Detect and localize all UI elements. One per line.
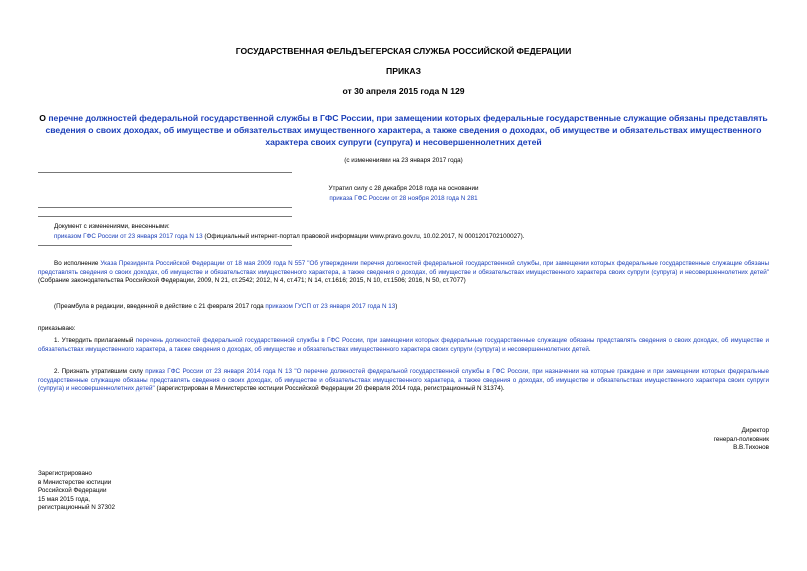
item2-order-link[interactable]: приказ ГФС России от 23 января 2014 года N 13 "О перечне должностей федеральной государственной службы в ГФС России, при назначении на которые граждане и при замещении которых федеральные государственные служащие обязаны представлять сведения о своих доходах, об имуществе и обязательствах имущественного характера, а также сведения о доходах, об имуществе и обязательствах имущественного характера своих супруги (супруга) и несовершеннолетних детей" bbox=[38, 368, 769, 393]
preamble-decree-link[interactable]: Указа Президента Российской Федерации от 18 мая 2009 года N 557 "Об утверждении перечня должностей федеральной государственной службы, при замещении которых федеральные государственные служащие обязаны представлять сведения о своих доходах, об имуществе и обязательствах имущественного характера, а также сведения о доходах, об имуществе и обязательствах имущественного характера своих супруги (супруга) и несовершеннолетних детей" bbox=[38, 260, 769, 276]
title-prefix: О bbox=[39, 113, 49, 123]
amended-note: (с изменениями на 23 января 2017 года) bbox=[344, 157, 463, 164]
edit-note-start: (Преамбула в редакции, введенной в действие с 21 февраля 2017 года bbox=[54, 303, 266, 310]
registration-line: Российской Федерации bbox=[38, 487, 107, 495]
divider bbox=[38, 207, 292, 208]
title-link[interactable]: перечне должностей федеральной государственной службы в ГФС России, при замещении которых федеральные государственные служащие обязаны представлять сведения о своих доходах, об имуществе и обязательствах имущественного характера, а также сведения о доходах, об имуществе и обязательствах имущественного характера своих супруги (супруга) и несовершеннолетних детей bbox=[45, 113, 768, 147]
item2-end: (зарегистрирован в Министерстве юстиции Российской Федерации 20 февраля 2014 года, регистрационный N 31374). bbox=[154, 385, 505, 393]
preamble-end: (Собрание законодательства Российской Федерации, 2009, N 21, ст.2542; 2012, N 4, ст.471; N 14, ст.1616; 2015, N 10, ст.1506; 2016, N 50, ст.7077) bbox=[38, 277, 466, 285]
item1-start: 1. Утвердить прилагаемый bbox=[54, 337, 136, 344]
divider bbox=[38, 245, 292, 246]
signature-block bbox=[714, 427, 769, 453]
doc-title bbox=[28, 112, 779, 148]
signature-rank: генерал-полковник bbox=[713, 435, 769, 443]
order-word: приказываю: bbox=[38, 325, 76, 332]
divider bbox=[38, 216, 292, 217]
amend-line bbox=[54, 233, 774, 242]
registration-line: Зарегистрировано bbox=[38, 470, 92, 477]
doc-date-number: от 30 апреля 2015 года N 129 bbox=[342, 86, 465, 96]
edit-note-link[interactable]: приказом ГУСП от 23 января 2017 года N 13 bbox=[265, 303, 396, 310]
item2-start: 2. Признать утратившим силу bbox=[54, 368, 146, 375]
order-item-1 bbox=[38, 337, 769, 354]
registration-number: регистрационный N 37302 bbox=[38, 504, 116, 512]
amend-rest: (Официальный интернет-портал правовой информации www.pravo.gov.ru, 10.02.2017, N 0001201702100027). bbox=[202, 233, 525, 240]
item1-end: . bbox=[588, 345, 591, 353]
lost-force-link[interactable]: приказа ГФС России от 28 ноября 2018 года N 281 bbox=[329, 195, 478, 202]
registration-block bbox=[38, 470, 115, 513]
amend-label: Документ с изменениями, внесенными: bbox=[54, 223, 170, 230]
amend-link[interactable]: приказом ГФС России от 23 января 2017 года N 13 bbox=[54, 233, 203, 240]
order-item-2 bbox=[38, 368, 769, 394]
preamble-paragraph bbox=[38, 260, 769, 286]
registration-date: 15 мая 2015 года, bbox=[38, 495, 90, 503]
preamble-edit-note bbox=[54, 303, 769, 312]
doc-type: ПРИКАЗ bbox=[386, 66, 421, 76]
preamble-start: Во исполнение bbox=[54, 260, 101, 267]
edit-note-end: ) bbox=[395, 303, 398, 310]
agency-name: ГОСУДАРСТВЕННАЯ ФЕЛЬДЪЕГЕРСКАЯ СЛУЖБА РОССИЙСКОЙ ФЕДЕРАЦИИ bbox=[235, 46, 572, 56]
signature-position: Директор bbox=[741, 427, 769, 434]
registration-line: в Министерстве юстиции bbox=[38, 478, 112, 486]
signature-name: В.В.Тихонов bbox=[733, 444, 769, 452]
lost-force-text: Утратил силу с 28 декабря 2018 года на основании bbox=[328, 185, 479, 192]
item1-list-link[interactable]: перечень должностей федеральной государственной службы в ГФС России, при замещении которых федеральные государственные служащие обязаны представлять сведения о своих доходах, об имуществе и обязательствах имущественного характера, а также сведения о доходах, об имуществе и обязательствах имущественного характера своих супруги (супруга) и несовершеннолетних детей bbox=[38, 337, 770, 353]
divider bbox=[38, 172, 292, 173]
